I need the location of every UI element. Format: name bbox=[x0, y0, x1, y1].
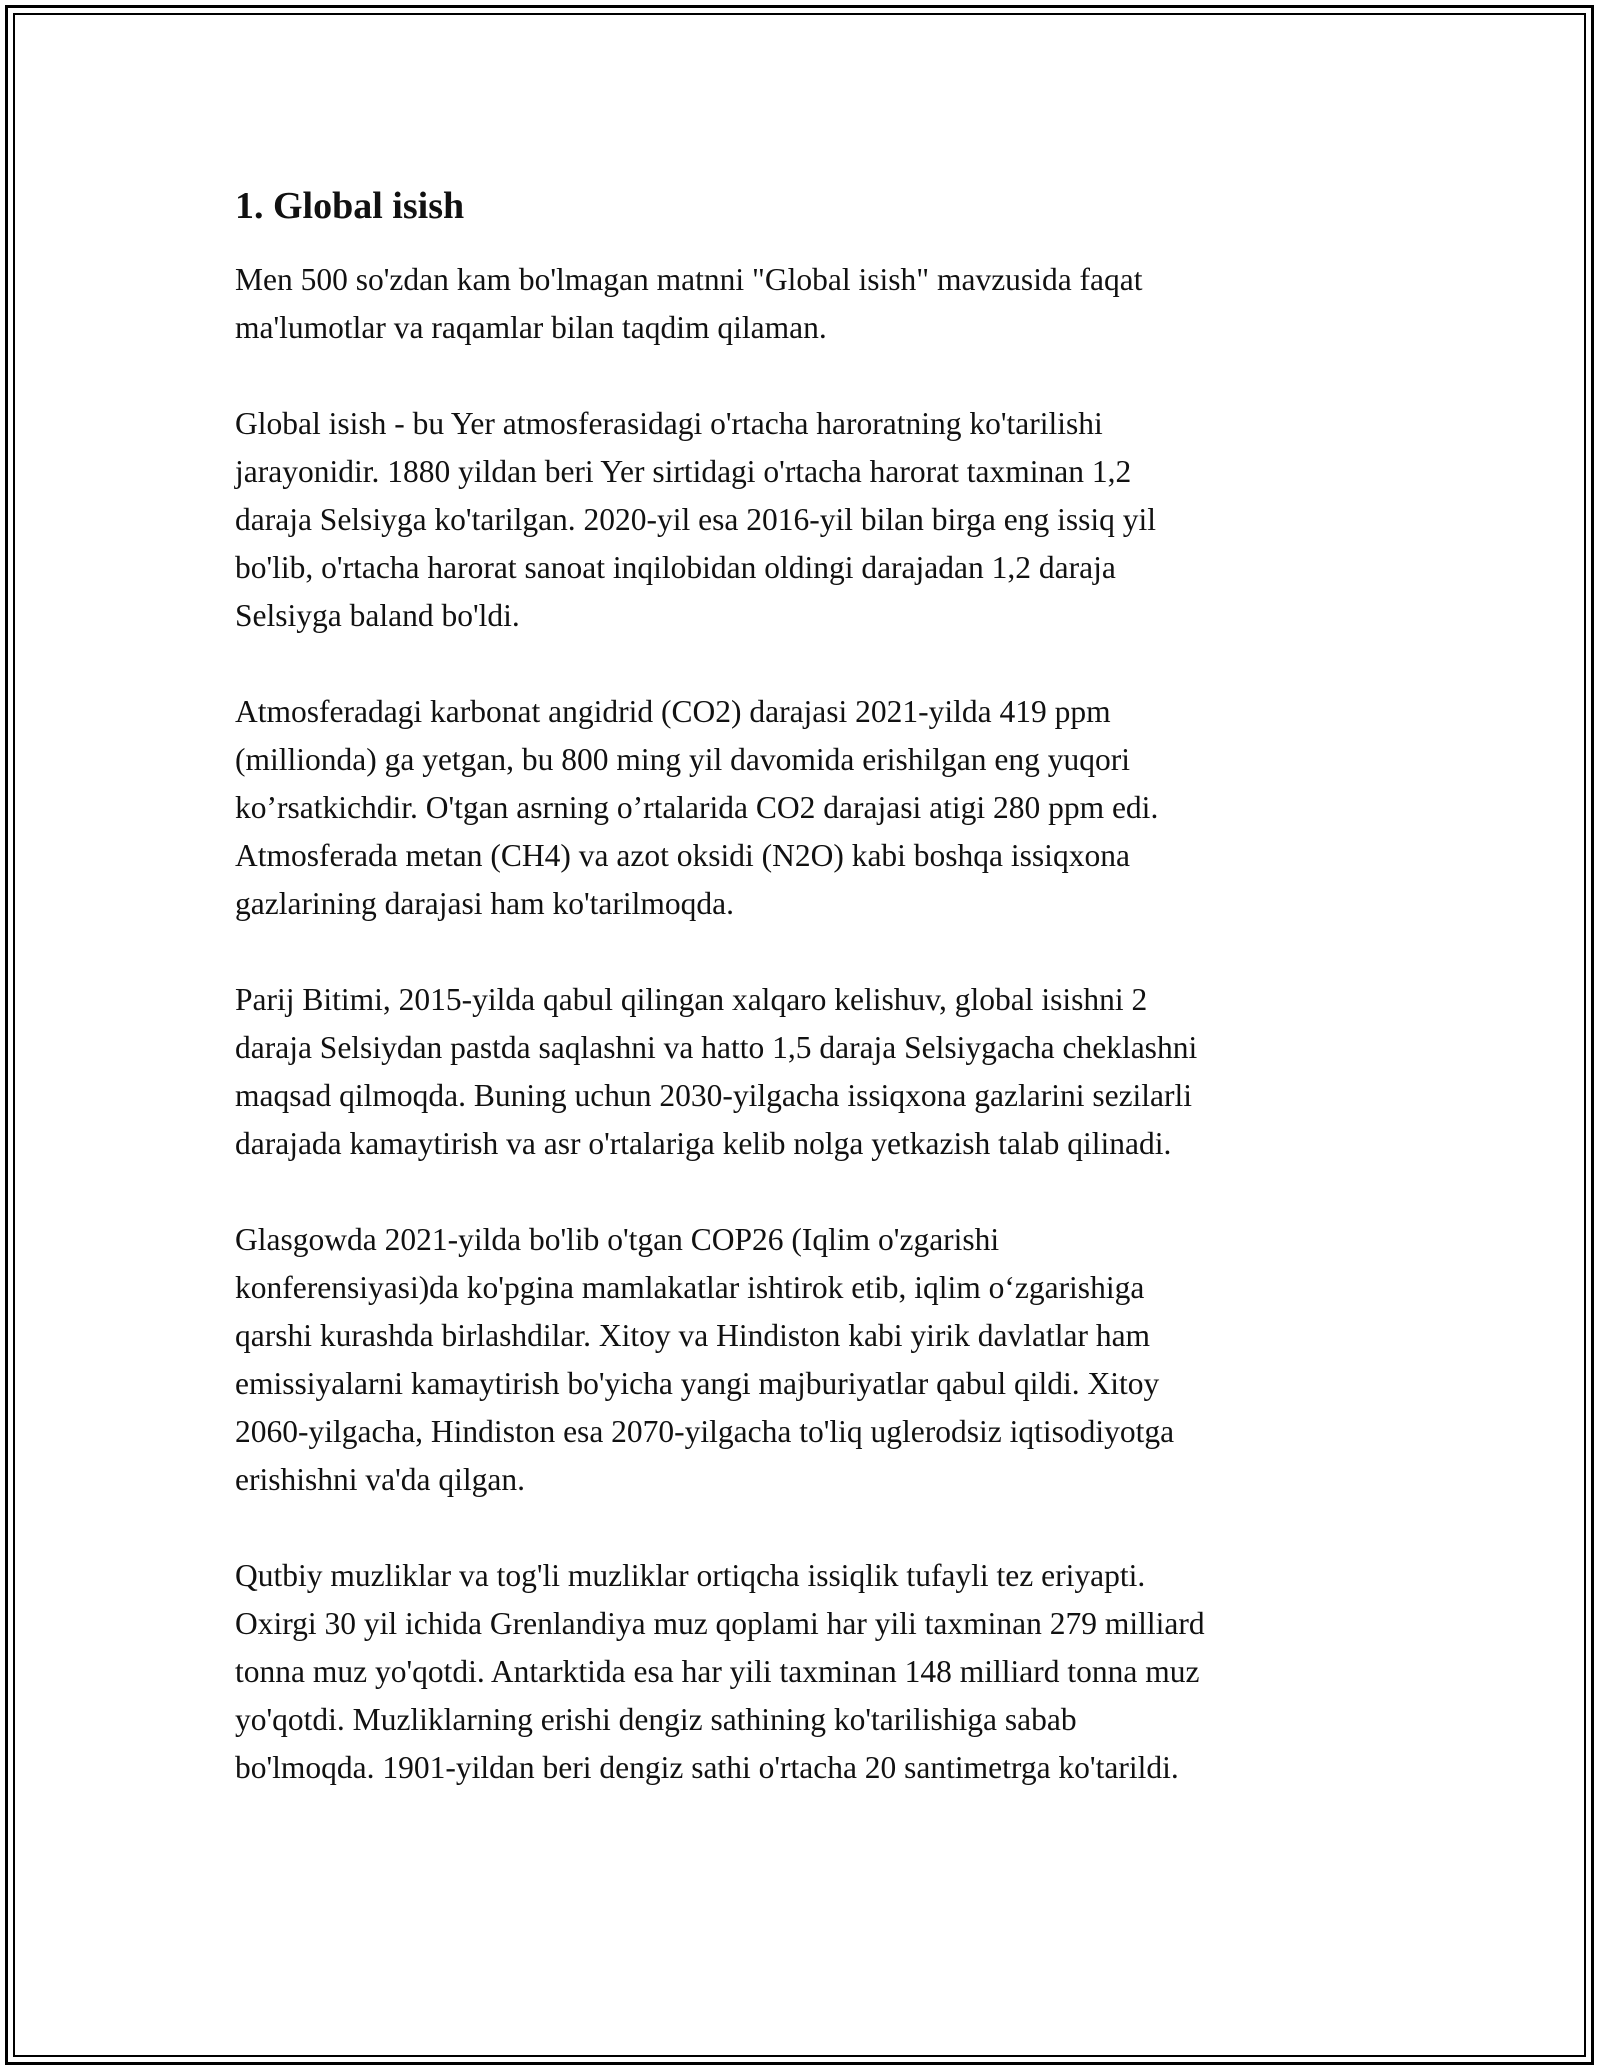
paragraph-glaciers bbox=[235, 1552, 1385, 1792]
paragraph-intro bbox=[235, 256, 1385, 352]
text-line: Oxirgi 30 yil ichida Grenlandiya muz qoplami har yili taxminan 279 milliard bbox=[235, 1606, 1205, 1641]
paragraph-definition bbox=[235, 400, 1385, 640]
document-body bbox=[235, 182, 1385, 1840]
text-line: (millionda) ga yetgan, bu 800 ming yil davomida erishilgan eng yuqori bbox=[235, 742, 1130, 777]
text-line: ko’rsatkichdir. O'tgan asrning o’rtalarida CO2 darajasi atigi 280 ppm edi. bbox=[235, 790, 1159, 825]
text-line: Qutbiy muzliklar va tog'li muzliklar ortiqcha issiqlik tufayli tez eriyapti. bbox=[235, 1558, 1146, 1593]
paragraph-co2 bbox=[235, 688, 1385, 928]
text-line: yo'qotdi. Muzliklarning erishi dengiz sathining ko'tarilishiga sabab bbox=[235, 1702, 1077, 1737]
text-line: Atmosferada metan (CH4) va azot oksidi (N2O) kabi boshqa issiqxona bbox=[235, 838, 1130, 873]
paragraph-paris-agreement bbox=[235, 976, 1385, 1168]
text-line: erishishni va'da qilgan. bbox=[235, 1462, 525, 1497]
text-line: qarshi kurashda birlashdilar. Xitoy va Hindiston kabi yirik davlatlar ham bbox=[235, 1318, 1151, 1353]
text-line: konferensiyasi)da ko'pgina mamlakatlar ishtirok etib, iqlim o‘zgarishiga bbox=[235, 1270, 1145, 1305]
text-line: daraja Selsiyga ko'tarilgan. 2020-yil esa 2016-yil bilan birga eng issiq yil bbox=[235, 502, 1157, 537]
text-line: gazlarining darajasi ham ko'tarilmoqda. bbox=[235, 886, 735, 921]
section-heading: 1. Global isish bbox=[235, 185, 465, 227]
text-line: Global isish - bu Yer atmosferasidagi o'rtacha haroratning ko'tarilishi bbox=[235, 406, 1103, 441]
text-line: Parij Bitimi, 2015-yilda qabul qilingan xalqaro kelishuv, global isishni 2 bbox=[235, 982, 1148, 1017]
text-line: Atmosferadagi karbonat angidrid (CO2) darajasi 2021-yilda 419 ppm bbox=[235, 694, 1111, 729]
text-line: tonna muz yo'qotdi. Antarktida esa har yili taxminan 148 milliard tonna muz bbox=[235, 1654, 1200, 1689]
text-line: Glasgowda 2021-yilda bo'lib o'tgan COP26 (Iqlim o'zgarishi bbox=[235, 1222, 1000, 1257]
text-line: Selsiyga baland bo'ldi. bbox=[235, 598, 520, 633]
text-line: emissiyalarni kamaytirish bo'yicha yangi majburiyatlar qabul qildi. Xitoy bbox=[235, 1366, 1160, 1401]
text-line: daraja Selsiydan pastda saqlashni va hatto 1,5 daraja Selsiygacha cheklashni bbox=[235, 1030, 1198, 1065]
text-line: bo'lmoqda. 1901-yildan beri dengiz sathi o'rtacha 20 santimetrga ko'tarildi. bbox=[235, 1750, 1179, 1785]
text-line: 2060-yilgacha, Hindiston esa 2070-yilgacha to'liq uglerodsiz iqtisodiyotga bbox=[235, 1414, 1175, 1449]
text-line: jarayonidir. 1880 yildan beri Yer sirtidagi o'rtacha harorat taxminan 1,2 bbox=[235, 454, 1132, 489]
text-line: maqsad qilmoqda. Buning uchun 2030-yilgacha issiqxona gazlarini sezilarli bbox=[235, 1078, 1193, 1113]
paragraph-cop26 bbox=[235, 1216, 1385, 1504]
text-line: ma'lumotlar va raqamlar bilan taqdim qilaman. bbox=[235, 310, 827, 345]
text-line: bo'lib, o'rtacha harorat sanoat inqilobidan oldingi darajadan 1,2 daraja bbox=[235, 550, 1116, 585]
text-line: Men 500 so'zdan kam bo'lmagan matnni "Global isish" mavzusida faqat bbox=[235, 262, 1143, 297]
text-line: darajada kamaytirish va asr o'rtalariga kelib nolga yetkazish talab qilinadi. bbox=[235, 1126, 1172, 1161]
